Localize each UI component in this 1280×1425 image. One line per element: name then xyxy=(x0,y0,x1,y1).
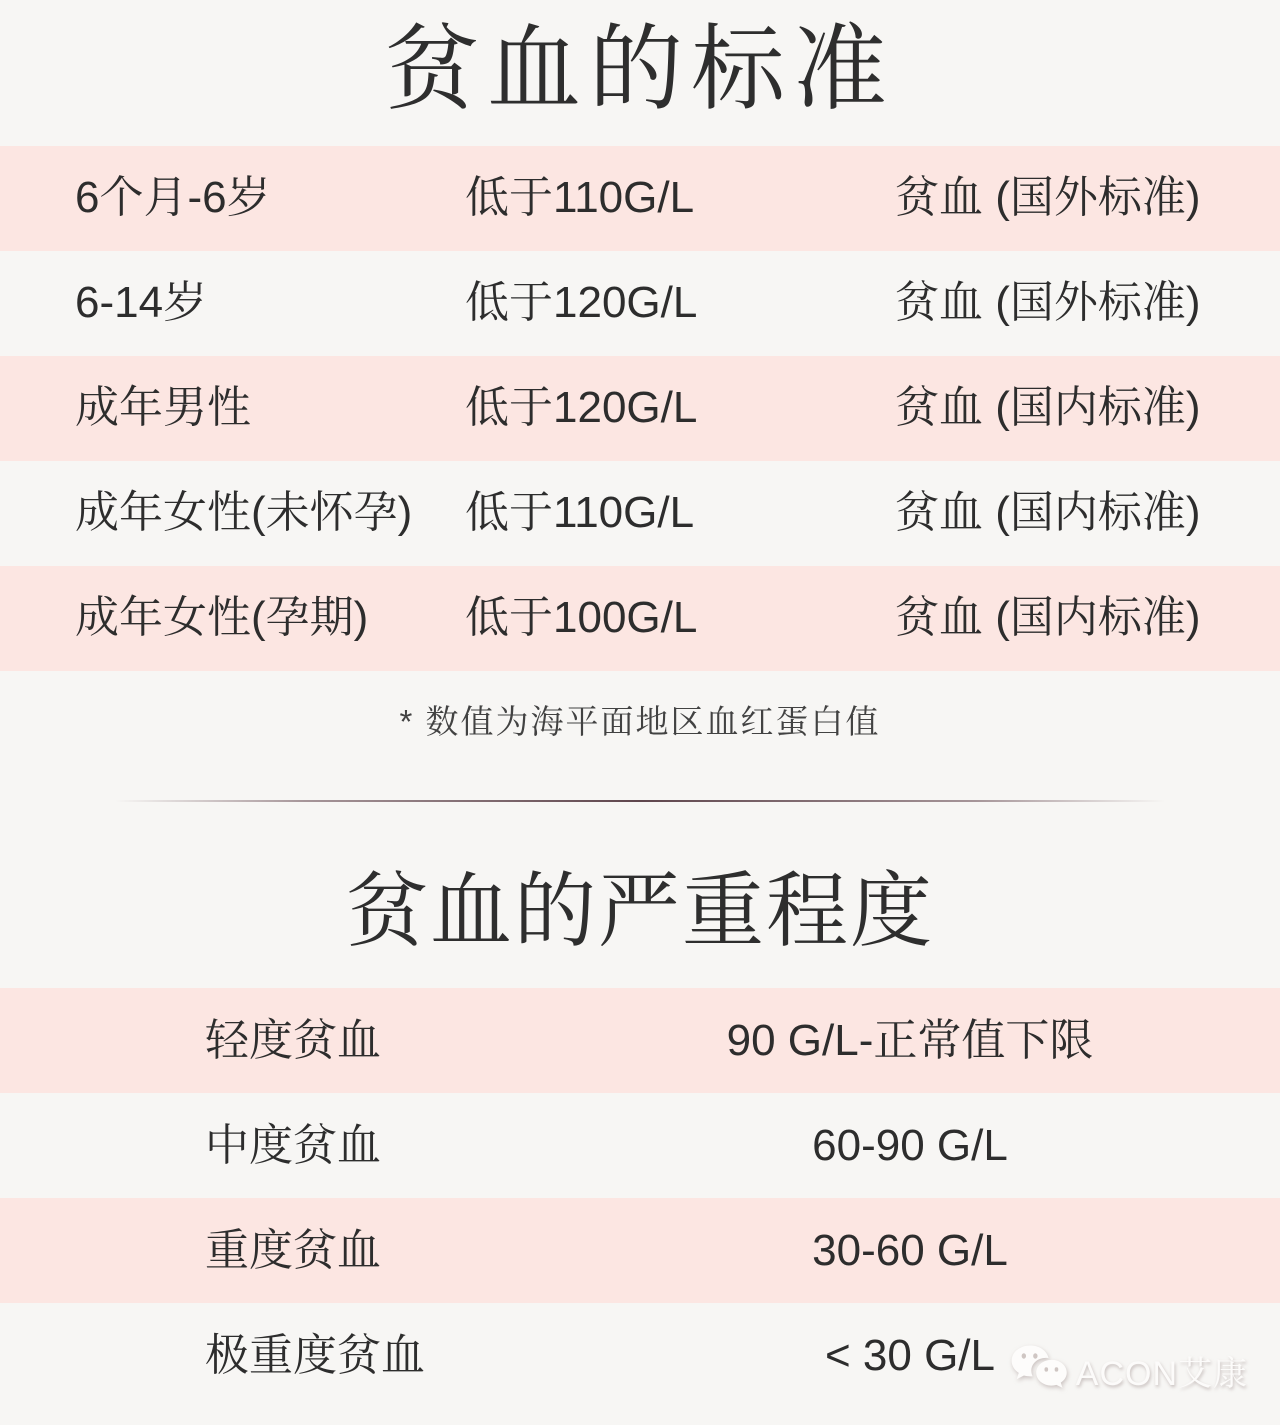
cell-severity-level: 中度贫血 xyxy=(205,1120,381,1170)
cell-threshold: 低于120G/L xyxy=(465,383,698,432)
table-row xyxy=(0,1303,1280,1408)
table-row xyxy=(0,251,1280,356)
cell-threshold: 低于110G/L xyxy=(465,173,695,222)
table-row xyxy=(0,1198,1280,1303)
cell-severity-range: 90 G/L-正常值下限 xyxy=(726,1015,1094,1065)
cell-category: 贫血 (国外标准) xyxy=(895,173,1201,222)
cell-threshold: 低于110G/L xyxy=(465,488,695,537)
table-row xyxy=(0,988,1280,1093)
severity-title: 贫血的严重程度 xyxy=(345,865,934,957)
table-row xyxy=(0,566,1280,671)
watermark-text: ACON艾康 xyxy=(1075,1355,1248,1393)
cell-severity-level: 轻度贫血 xyxy=(205,1015,381,1065)
table-row xyxy=(0,1093,1280,1198)
cell-age-group: 成年女性(孕期) xyxy=(75,593,369,642)
page-title: 贫血的标准 xyxy=(384,16,895,121)
cell-severity-level: 极重度贫血 xyxy=(205,1330,425,1380)
severity-table xyxy=(0,988,1280,1408)
table-row xyxy=(0,461,1280,566)
cell-threshold: 低于120G/L xyxy=(465,278,698,327)
table-row xyxy=(0,356,1280,461)
cell-severity-range: < 30 G/L xyxy=(824,1330,995,1380)
cell-severity-range: 60-90 G/L xyxy=(812,1120,1008,1170)
cell-age-group: 成年男性 xyxy=(75,383,251,432)
cell-threshold: 低于100G/L xyxy=(465,593,698,642)
cell-age-group: 6个月-6岁 xyxy=(75,173,271,222)
footnote: * 数值为海平面地区血红蛋白值 xyxy=(399,702,881,740)
cell-age-group: 成年女性(未怀孕) xyxy=(75,488,413,537)
cell-category: 贫血 (国内标准) xyxy=(895,488,1201,537)
table-row xyxy=(0,146,1280,251)
standards-table xyxy=(0,146,1280,671)
cell-category: 贫血 (国内标准) xyxy=(895,593,1201,642)
cell-severity-range: 30-60 G/L xyxy=(812,1225,1008,1275)
cell-severity-level: 重度贫血 xyxy=(205,1225,381,1275)
cell-category: 贫血 (国外标准) xyxy=(895,278,1201,327)
cell-age-group: 6-14岁 xyxy=(75,278,208,327)
cell-category: 贫血 (国内标准) xyxy=(895,383,1201,432)
